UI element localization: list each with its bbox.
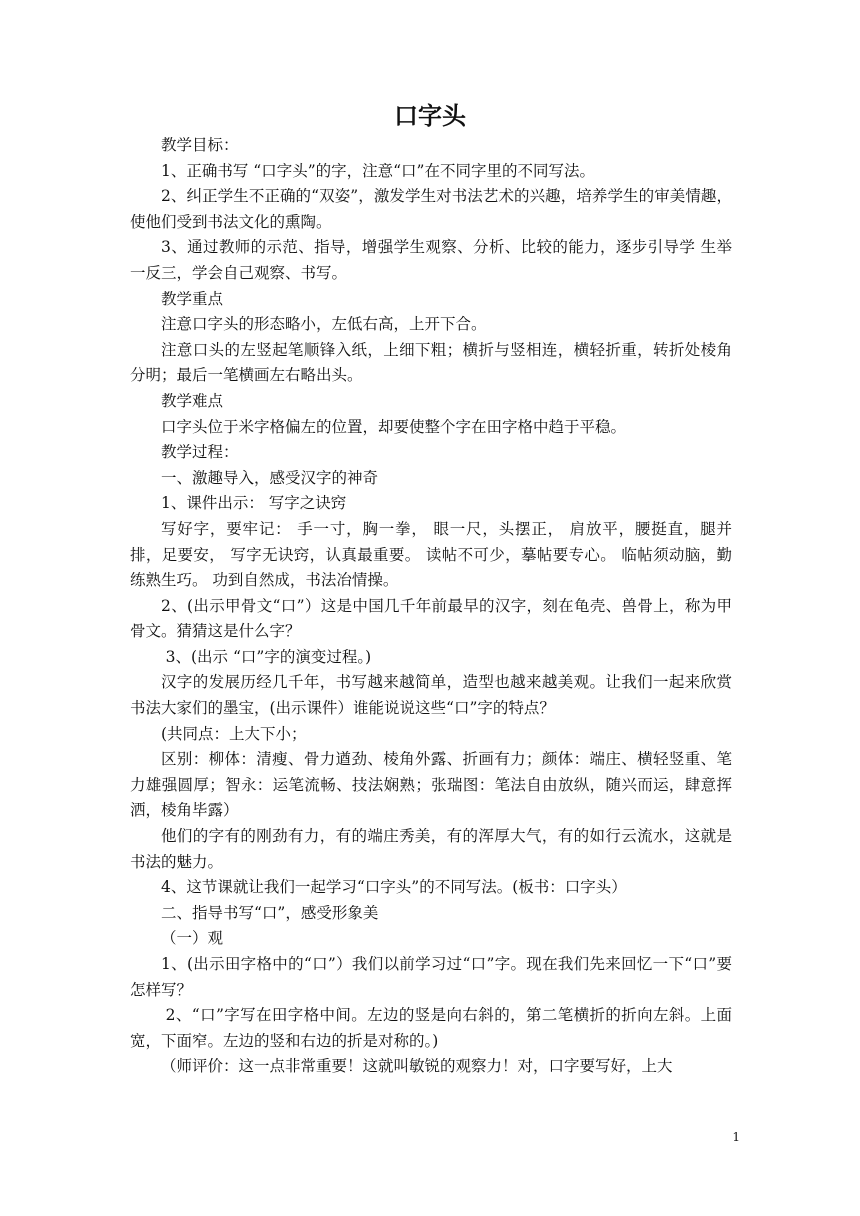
paragraph: 2、纠正学生不正确的“双姿”，激发学生对书法艺术的兴趣，培养学生的审美情趣，使他们受到书法文化的熏陶。 xyxy=(130,187,732,231)
paragraph: 1、课件出示： 写字之诀窍 xyxy=(161,494,347,513)
paragraph: 3、(出示 “口”字的演变过程。) xyxy=(165,647,372,666)
paragraph: 他们的字有的刚劲有力，有的端庄秀美，有的浑厚大气，有的如行云流水，这就是书法的魅力。 xyxy=(130,827,732,871)
paragraph: 区别：柳体：清瘦、骨力遒劲、棱角外露、折画有力；颜体：端庄、横轻竖重、笔力雄强圆厚；智永：运笔流畅、技法娴熟；张瑞图：笔法自由放纵，随兴而运，肆意挥洒，棱角毕露） xyxy=(130,750,732,820)
paragraph: (共同点：上大下小； xyxy=(161,724,307,743)
paragraph: 3、通过教师的示范、指导，增强学生观察、分析、比较的能力，逐步引导学 生举一反三，学会自己观察、书写。 xyxy=(130,238,732,282)
paragraph: 二、指导书写“口”，感受形象美 xyxy=(161,903,379,922)
paragraph: 教学过程： xyxy=(161,443,239,462)
document-body xyxy=(130,133,732,1080)
paragraph: 教学目标： xyxy=(161,136,239,154)
paragraph: 2、(出示甲骨文“口”）这是中国几千年前最早的汉字，刻在龟壳、兽骨上，称为甲骨文。猜猜这是什么字？ xyxy=(130,596,732,641)
paragraph: （一）观 xyxy=(161,929,224,948)
paragraph: 1、正确书写 “口字头”的字，注意“口”在不同字里的不同写法。 xyxy=(161,161,595,180)
paragraph: 写好字，要牢记： 手一寸，胸一拳， 眼一尺，头摆正， 肩放平，腰挺直，腿并排，足要安， 写字无诀窍，认真最重要。 读帖不可少，摹帖要专心。 临帖须动脑，勤练熟生巧。 功到自然成，书法冶情操。 xyxy=(130,519,732,590)
page-number: 1 xyxy=(732,1130,740,1144)
paragraph: 注意口字头的形态略小，左低右高，上开下合。 xyxy=(161,315,487,334)
paragraph: 4、这节课就让我们一起学习“口字头”的不同写法。(板书：口字头） xyxy=(161,878,627,897)
paragraph: 一、激趣导入，感受汉字的神奇 xyxy=(161,468,379,487)
paragraph: 1、(出示田字格中的“口”）我们以前学习过“口”字。现在我们先来回忆一下“口”要怎样写？ xyxy=(130,955,732,999)
paragraph: 教学难点 xyxy=(161,391,224,410)
paragraph: 教学重点 xyxy=(161,289,224,308)
paragraph: 2、“口”字写在田字格中间。左边的竖是向右斜的，第二笔横折的折向左斜。上面宽，下面窄。左边的竖和右边的折是对称的。) xyxy=(130,1006,732,1050)
paragraph: （师评价：这一点非常重要！这就叫敏锐的观察力！对，口字要写好，上大 xyxy=(161,1057,673,1076)
page-title: 口字头 xyxy=(394,102,466,130)
paragraph: 汉字的发展历经几千年，书写越来越简单，造型也越来越美观。让我们一起来欣赏书法大家们的墨宝，(出示课件）谁能说说这些“口”字的特点？ xyxy=(130,673,732,718)
paragraph: 注意口头的左竖起笔顺锋入纸，上细下粗；横折与竖相连，横轻折重，转折处棱角分明；最后一笔横画左右略出头。 xyxy=(130,340,732,385)
paragraph: 口字头位于米字格偏左的位置，却要使整个字在田字格中趋于平稳。 xyxy=(161,417,627,436)
